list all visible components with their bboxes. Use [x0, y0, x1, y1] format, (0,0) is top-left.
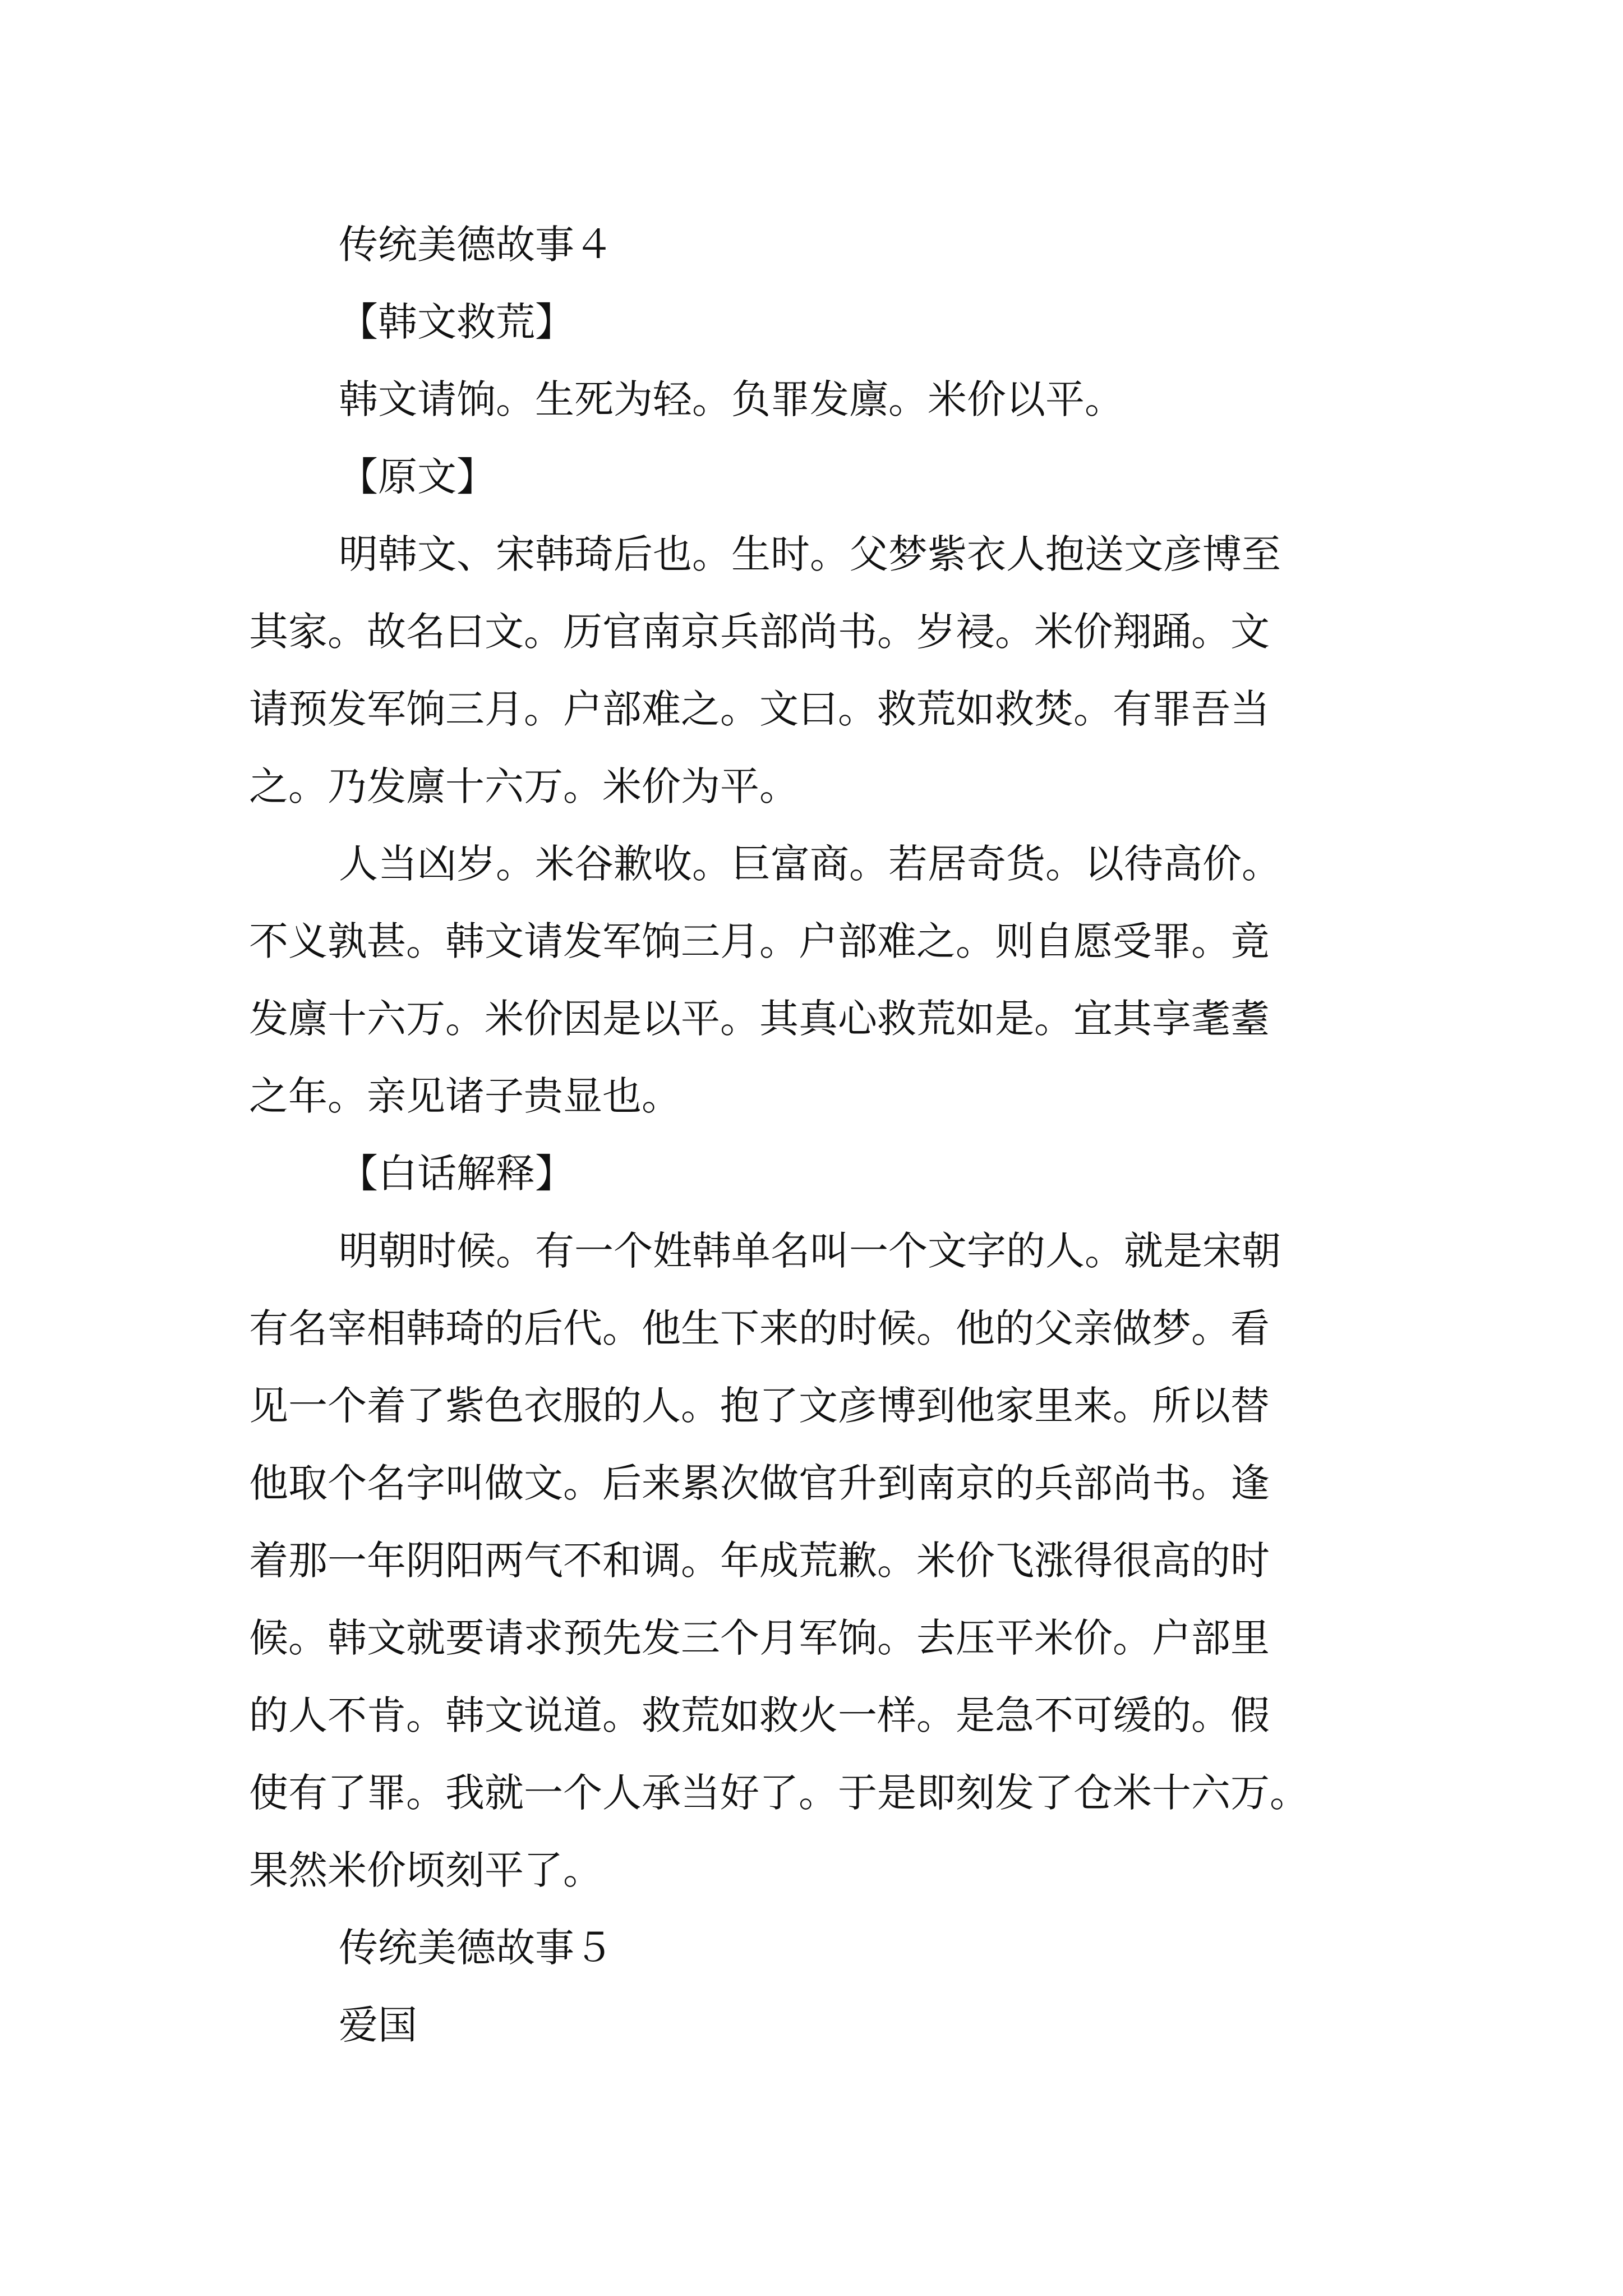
paragraph [249, 1212, 1387, 1909]
text-line: 【韩文救荒】 [339, 299, 574, 345]
section-heading [249, 206, 1387, 283]
section-heading [249, 1986, 1387, 2064]
text-line: 明韩文、宋韩琦后也。生时。父梦紫衣人抱送文彦博至 [339, 531, 1281, 577]
section-heading [249, 438, 1387, 516]
text-line: 果然米价顷刻平了。 [249, 1847, 602, 1893]
text-line: 爱国 [339, 2002, 417, 2048]
text-line: 见一个着了紫色衣服的人。抱了文彦博到他家里来。所以替 [249, 1383, 1270, 1429]
text-line: 明朝时候。有一个姓韩单名叫一个文字的人。就是宋朝 [339, 1228, 1281, 1274]
text-line: 之年。亲见诸子贵显也。 [249, 1073, 681, 1119]
text-line: 【原文】 [339, 454, 496, 500]
text-line: 人当凶岁。米谷歉收。巨富商。若居奇货。以待高价。 [339, 841, 1281, 887]
text-line: 有名宰相韩琦的后代。他生下来的时候。他的父亲做梦。看 [249, 1305, 1270, 1351]
text-line: 着那一年阴阳两气不和调。年成荒歉。米价飞涨得很高的时 [249, 1538, 1270, 1584]
paragraph [249, 825, 1387, 1135]
section-heading [249, 283, 1387, 361]
text-line: 发廪十六万。米价因是以平。其真心救荒如是。宜其享耄耋 [249, 996, 1270, 1042]
text-line: 他取个名字叫做文。后来累次做官升到南京的兵部尚书。逢 [249, 1460, 1270, 1506]
text-line: 请预发军饷三月。户部难之。文曰。救荒如救焚。有罪吾当 [249, 686, 1270, 732]
text-line: 候。韩文就要请求预先发三个月军饷。去压平米价。户部里 [249, 1615, 1270, 1661]
text-line: 的人不肯。韩文说道。救荒如救火一样。是急不可缓的。假 [249, 1692, 1270, 1738]
paragraph [249, 361, 1387, 438]
text-line: 使有了罪。我就一个人承当好了。于是即刻发了仓米十六万。 [249, 1770, 1309, 1816]
text-line: 之。乃发廪十六万。米价为平。 [249, 763, 799, 809]
section-heading [249, 1135, 1387, 1212]
text-line: 传统美德故事４ [339, 222, 614, 268]
text-line: 韩文请饷。生死为轻。负罪发廪。米价以平。 [339, 376, 1124, 422]
text-line: 其家。故名曰文。历官南京兵部尚书。岁祲。米价翔踊。文 [249, 609, 1270, 655]
text-line: 传统美德故事５ [339, 1925, 614, 1971]
text-line: 不义孰甚。韩文请发军饷三月。户部难之。则自愿受罪。竟 [249, 918, 1270, 964]
document-body [249, 206, 1387, 2064]
paragraph [249, 516, 1387, 825]
section-heading [249, 1909, 1387, 1986]
text-line: 【白话解释】 [339, 1151, 574, 1197]
